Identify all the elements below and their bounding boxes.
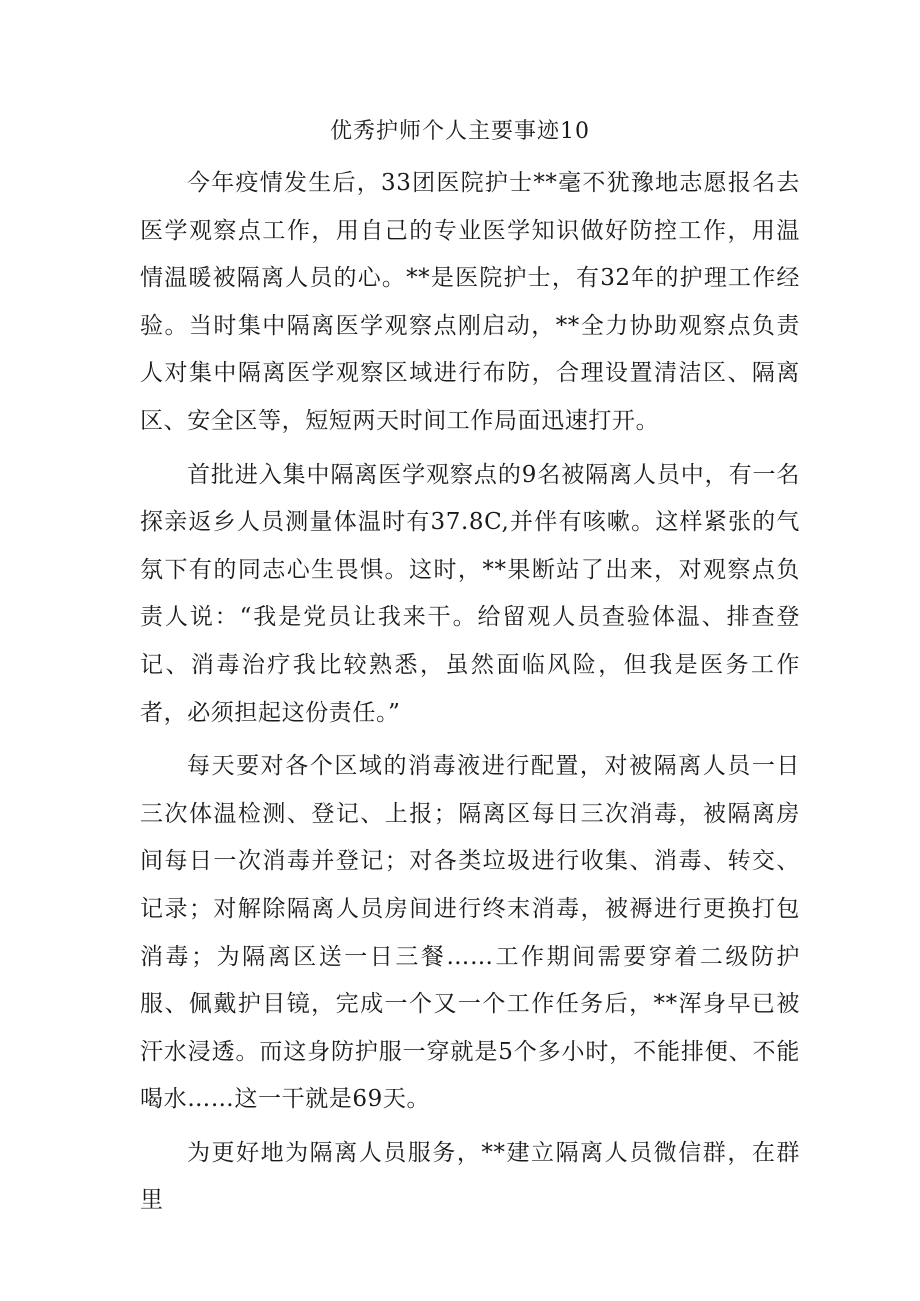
document-body — [140, 160, 800, 1225]
paragraph-3: 每天要对各个区域的消毒液进行配置，对被隔离人员一日三次体温检测、登记、上报；隔离区每日三次消毒，被隔离房间每日一次消毒并登记；对各类垃圾进行收集、消毒、转交、记录；对解除隔离人员房间进行终末消毒，被褥进行更换打包消毒；为隔离区送一日三餐……工作期间需要穿着二级防护服、佩戴护目镜，完成一个又一个工作任务后，**浑身早已被汗水浸透。而这身防护服一穿就是5个多小时，不能排便、不能喝水……这一干就是69天。 — [140, 753, 800, 1113]
paragraph-1: 今年疫情发生后，33团医院护士**毫不犹豫地志愿报名去医学观察点工作，用自己的专业医学知识做好防控工作，用温情温暖被隔离人员的心。**是医院护士，有32年的护理工作经验。当时集中隔离医学观察点刚启动，**全力协助观察点负责人对集中隔离医学观察区域进行布防，合理设置清洁区、隔离区、安全区等，短短两天时间工作局面迅速打开。 — [140, 170, 800, 434]
document-title: 优秀护师个人主要事迹10 — [330, 119, 590, 144]
paragraph-4: 为更好地为隔离人员服务，**建立隔离人员微信群，在群里 — [140, 1139, 800, 1214]
paragraph-2: 首批进入集中隔离医学观察点的9名被隔离人员中，有一名探亲返乡人员测量体温时有37.8C,并伴有咳嗽。这样紧张的气氛下有的同志心生畏惧。这时，**果断站了出来，对观察点负责人说：“我是党员让我来干。给留观人员查验体温、排查登记、消毒治疗我比较熟悉，虽然面临风险，但我是医务工作者，必须担起这份责任。” — [140, 461, 800, 726]
